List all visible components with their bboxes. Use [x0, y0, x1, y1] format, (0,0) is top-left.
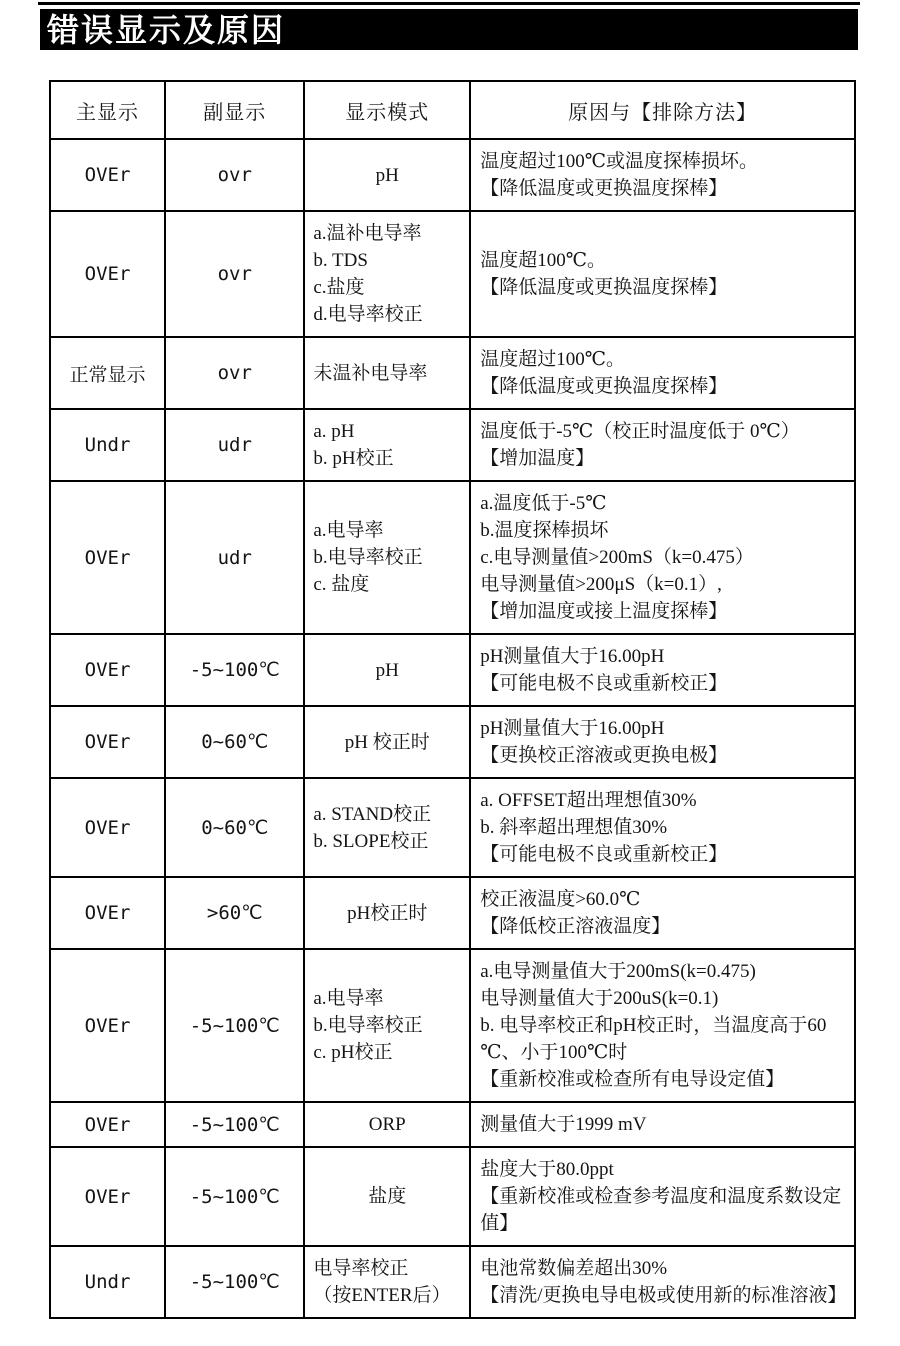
table-header-row: [50, 81, 855, 139]
text-line: b.电导率校正: [313, 547, 423, 568]
table-row: [50, 949, 855, 1102]
text-line: 电导测量值>200μS（k=0.1）,: [480, 574, 722, 595]
main-display-cell: [50, 409, 165, 481]
sub-display-cell: [165, 1147, 304, 1246]
sub-display-cell: [165, 634, 304, 706]
display-mode-cell: [304, 949, 470, 1102]
table-row: [50, 1102, 855, 1147]
table-row: [50, 634, 855, 706]
text-line: a.温补电导率: [313, 223, 422, 244]
text-line: 【可能电极不良或重新校正】: [480, 844, 728, 865]
main-display-cell: [50, 481, 165, 634]
sub-display-cell: [165, 409, 304, 481]
text-line: b. SLOPE校正: [313, 830, 429, 852]
main-display-cell: [50, 949, 165, 1102]
text-line: c.电导测量值>200mS（k=0.475）: [480, 547, 754, 568]
text-line: b. pH校正: [313, 448, 394, 469]
table-row: [50, 481, 855, 634]
text-line: 【降低温度或更换温度探棒】: [480, 178, 728, 199]
cause-cell: [470, 1246, 855, 1318]
sub-display-cell: [165, 337, 304, 409]
text-line: -5~100℃: [189, 1271, 280, 1293]
table-row: [50, 778, 855, 877]
text-line: 【可能电极不良或重新校正】: [480, 673, 728, 694]
main-display-cell: [50, 877, 165, 949]
text-line: a.电导测量值大于200mS(k=0.475): [480, 961, 756, 982]
text-line: b. TDS: [313, 250, 368, 271]
cause-cell: [470, 949, 855, 1102]
text-line: 【更换校正溶液或更换电极】: [480, 745, 728, 766]
text-line: 0~60℃: [201, 731, 269, 753]
text-line: 未温补电导率: [313, 362, 428, 384]
header-sub-display: 副显示: [165, 81, 304, 139]
sub-display-cell: [165, 706, 304, 778]
text-line: 【降低温度或更换温度探棒】: [480, 277, 728, 298]
main-display-cell: [50, 1102, 165, 1147]
text-line: pH校正时: [347, 902, 428, 924]
display-mode-cell: [304, 481, 470, 634]
text-line: -5~100℃: [189, 659, 280, 681]
text-line: 【重新校准或检查所有电导设定值】: [480, 1069, 785, 1090]
cause-cell: [470, 337, 855, 409]
text-line: a.电导率: [313, 988, 384, 1009]
cause-cell: [470, 1147, 855, 1246]
error-table-container: [49, 80, 856, 1319]
cause-cell: [470, 409, 855, 481]
cause-cell: [470, 877, 855, 949]
text-line: Undr: [84, 434, 131, 456]
sub-display-cell: [165, 139, 304, 211]
text-line: a. pH: [313, 421, 355, 442]
display-mode-cell: [304, 1246, 470, 1318]
table-row: [50, 337, 855, 409]
text-line: ORP: [368, 1114, 406, 1135]
text-line: c. 盐度: [313, 574, 370, 595]
text-line: 电导测量值大于200uS(k=0.1): [480, 988, 719, 1009]
text-line: pH: [375, 659, 399, 681]
display-mode-cell: [304, 337, 470, 409]
display-mode-cell: [304, 877, 470, 949]
header-cause: 原因与【排除方法】: [470, 81, 855, 139]
cause-cell: [470, 139, 855, 211]
text-line: b.温度探棒损坏: [480, 520, 609, 541]
text-line: 温度超过100℃。: [480, 349, 625, 370]
display-mode-cell: [304, 706, 470, 778]
text-line: Undr: [84, 1271, 131, 1293]
sub-display-cell: [165, 877, 304, 949]
text-line: a. STAND校正: [313, 803, 432, 825]
main-display-cell: [50, 706, 165, 778]
display-mode-cell: [304, 1102, 470, 1147]
text-line: OVEr: [84, 731, 131, 753]
text-line: b.电导率校正: [313, 1015, 423, 1036]
sub-display-cell: [165, 211, 304, 337]
text-line: 盐度: [368, 1186, 407, 1207]
text-line: pH 校正时: [344, 731, 430, 753]
text-line: a. OFFSET超出理想值30%: [480, 790, 697, 811]
table-row: [50, 877, 855, 949]
table-row: [50, 409, 855, 481]
text-line: OVEr: [84, 816, 131, 839]
table-row: [50, 211, 855, 337]
display-mode-cell: [304, 634, 470, 706]
text-line: 电导率校正: [313, 1258, 409, 1279]
cause-cell: [470, 211, 855, 337]
header-display-mode: 显示模式: [304, 81, 470, 139]
text-line: 0~60℃: [201, 816, 269, 839]
text-line: 【降低校正溶液温度】: [480, 916, 671, 937]
table-row: [50, 1246, 855, 1318]
main-display-cell: [50, 778, 165, 877]
table-row: [50, 139, 855, 211]
text-line: OVEr: [84, 1113, 131, 1136]
text-line: 正常显示: [69, 363, 146, 386]
text-line: 【降低温度或更换温度探棒】: [480, 376, 728, 397]
sub-display-cell: [165, 778, 304, 877]
text-line: a.电导率: [313, 520, 384, 541]
cause-cell: [470, 778, 855, 877]
text-line: c.盐度: [313, 277, 365, 298]
text-line: 【重新校准或检查参考温度和温度系数设定值】: [480, 1186, 842, 1234]
sub-display-cell: [165, 949, 304, 1102]
text-line: OVEr: [84, 546, 131, 569]
main-display-cell: [50, 337, 165, 409]
text-line: a.温度低于-5℃: [480, 493, 607, 514]
main-display-cell: [50, 1246, 165, 1318]
display-mode-cell: [304, 1147, 470, 1246]
text-line: b. 斜率超出理想值30%: [480, 817, 668, 838]
text-line: -5~100℃: [189, 1185, 280, 1208]
text-line: 温度超过100℃或温度探棒损坏。: [480, 151, 758, 172]
page-title: 错误显示及原因: [47, 11, 286, 48]
text-line: OVEr: [84, 1185, 131, 1208]
display-mode-cell: [304, 139, 470, 211]
text-line: OVEr: [84, 659, 131, 681]
text-line: OVEr: [84, 263, 131, 285]
text-line: ovr: [217, 362, 252, 384]
cause-cell: [470, 1102, 855, 1147]
cause-cell: [470, 634, 855, 706]
main-display-cell: [50, 139, 165, 211]
text-line: pH测量值大于16.00pH: [480, 646, 665, 667]
title-bar: [40, 9, 858, 50]
text-line: pH: [375, 164, 399, 186]
text-line: ℃、小于100℃时: [480, 1042, 628, 1063]
text-line: -5~100℃: [189, 1014, 280, 1037]
text-line: 温度低于-5℃（校正时温度低于 0℃）: [480, 421, 800, 442]
text-line: 温度超100℃。: [480, 250, 606, 271]
text-line: b. 电导率校正和pH校正时，当温度高于60: [480, 1015, 827, 1036]
text-line: d.电导率校正: [313, 304, 423, 325]
text-line: c. pH校正: [313, 1042, 393, 1063]
display-mode-cell: [304, 409, 470, 481]
text-line: 校正液温度>60.0℃: [480, 889, 641, 910]
text-line: （按ENTER后）: [313, 1285, 451, 1306]
text-line: 盐度大于80.0ppt: [480, 1159, 614, 1180]
text-line: udr: [217, 434, 252, 456]
text-line: OVEr: [84, 164, 131, 186]
cause-cell: [470, 706, 855, 778]
main-display-cell: [50, 1147, 165, 1246]
text-line: pH测量值大于16.00pH: [480, 718, 665, 739]
table-row: [50, 1147, 855, 1246]
sub-display-cell: [165, 1246, 304, 1318]
main-display-cell: [50, 211, 165, 337]
cause-cell: [470, 481, 855, 634]
text-line: 测量值大于1999 mV: [480, 1114, 647, 1135]
table-body: [50, 139, 855, 1318]
header-main-display: 主显示: [50, 81, 165, 139]
text-line: OVEr: [84, 902, 131, 924]
text-line: 【清洗/更换电导电极或使用新的标准溶液】: [480, 1285, 847, 1306]
title-top-rule: [38, 2, 860, 5]
display-mode-cell: [304, 778, 470, 877]
text-line: 电池常数偏差超出30%: [480, 1258, 668, 1279]
text-line: -5~100℃: [189, 1113, 280, 1136]
text-line: >60℃: [206, 902, 263, 924]
text-line: 【增加温度或接上温度探棒】: [480, 601, 728, 622]
text-line: ovr: [217, 164, 252, 186]
sub-display-cell: [165, 481, 304, 634]
text-line: ovr: [217, 263, 252, 285]
text-line: OVEr: [84, 1014, 131, 1037]
text-line: 【增加温度】: [480, 448, 595, 469]
main-display-cell: [50, 634, 165, 706]
text-line: udr: [217, 546, 252, 569]
display-mode-cell: [304, 211, 470, 337]
error-table: [49, 80, 856, 1319]
table-row: [50, 706, 855, 778]
sub-display-cell: [165, 1102, 304, 1147]
